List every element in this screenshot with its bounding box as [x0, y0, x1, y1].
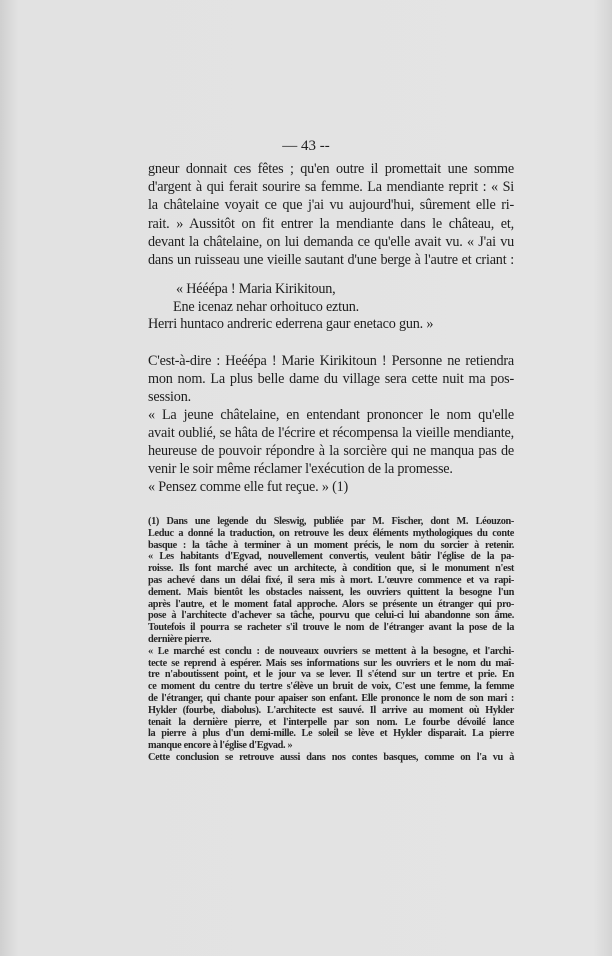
footnote-line: (1) Dans une legende du Sleswig, publiée par M. Fischer, dont M. Léouzon- [148, 516, 514, 527]
footnote-line: pose à l'architecte d'achever sa tâche, pourvu que celui-ci lui abandonne son âme. [148, 610, 514, 622]
footnote-line: Hykler (fourbe, diabolus). L'architecte est sauvé. Il arrive au moment où Hykler [148, 704, 514, 716]
footnote-line: « Les habitants d'Egvad, nouvellement convertis, veulent bâtir l'église de la pa- [148, 551, 514, 563]
text-line: « Pensez comme elle fut reçue. » (1) [148, 479, 349, 495]
footnote-line: « Le marché est conclu : de nouveaux ouvriers se mettent à la besogne, et l'archi- [148, 645, 514, 657]
verse-line: Ene icenaz nehar orhoituco eztun. [173, 298, 360, 315]
text-line: la châtelaine voyait ce que j'ai vu aujourd'hui, sûrement elle ri- [148, 197, 514, 214]
verse-line: « Hééépa ! Maria Kirikitoun, [176, 281, 336, 297]
text-line: devant la châtelaine, on lui demanda ce qu'elle avait vu. « J'ai vu [148, 233, 514, 250]
text-line: mon nom. La plus belle dame du village sera cette nuit ma pos- [148, 371, 514, 387]
page-number: — 43 -- [282, 138, 330, 154]
footnote-line: Leduc a donné la traduction, on retrouve les deux éléments mythologiques du conte [148, 527, 514, 539]
footnote-line: dernière pierre. [148, 634, 212, 645]
text-line: C'est-à-dire : Heéépa ! Marie Kirikitoun ! Personne ne retiendra [148, 353, 514, 369]
footnote-line: tecte se reprend à espérer. Mais ses informations sur les ouvriers et le nom du maî- [148, 657, 514, 669]
footnote-line: roisse. Ils font marché avec un architecte, à condition que, si le monument n'est [148, 563, 514, 575]
footnote-line: Toutefois il pourra se racheter s'il trouve le nom de l'étranger avant la pose de la [148, 622, 514, 634]
text-line: dans un ruisseau une vieille sautant d'une berge à l'autre et criant : [148, 252, 514, 268]
footnote-line: tre n'aboutissent point, et le jour va se lever. Il s'étend sur un tertre et prie. En [148, 669, 514, 681]
footnote-line: dement. Mais bientôt les obstacles naissent, les ouvriers quittent la besogne l'un [148, 586, 514, 598]
text-line: heureuse de pouvoir répondre à la sorcière qui ne manqua pas de [148, 443, 514, 459]
text-line: rait. » Aussitôt on fit entrer la mendiante dans le château, et, [148, 215, 514, 232]
footnote-line: manque encore à l'église d'Egvad. » [148, 740, 293, 752]
verse-line: Herri huntaco andreric ederrena gaur enetaco gun. » [148, 316, 434, 333]
text-line: d'argent à qui ferait sourire sa femme. La mendiante reprit : « Si [148, 179, 514, 196]
text-line: venir le soir même réclamer l'exécution de la promesse. [148, 461, 453, 477]
text-line: gneur donnait ces fêtes ; qu'en outre il promettait une somme [148, 161, 514, 177]
text-line: avait oublié, se hâta de l'écrire et récompensa la vieille mendiante, [148, 425, 514, 441]
text-line: session. [148, 389, 191, 405]
footnote-line: tenait la dernière pierre, et l'interpelle par son nom. Le fourbe dévoilé lance [148, 716, 514, 728]
footnote-line: ce moment du centre du tertre s'élève un bruit de voix, C'est une femme, la femme [148, 681, 514, 693]
footnote-line: de l'étranger, qui chante pour apaiser son enfant. Elle prononce le nom de son mari : [148, 693, 514, 704]
footnote-line: après l'autre, et le moment fatal approche. Alors se présente un étranger qui pro- [148, 598, 514, 610]
footnote-line: Cette conclusion se retrouve aussi dans nos contes basques, comme on l'a vu à [148, 752, 514, 763]
footnote-line: pas achevé dans un délai fixé, il sera mis à mort. L'œuvre commence et va rapi- [148, 575, 514, 586]
footnote-line: basque : la tâche à terminer à un moment précis, le nom du sorcier à retenir. [148, 539, 514, 551]
footnote-line: la pierre à plus d'un demi-mille. Le soleil se lève et Hykler disparait. La pierre [148, 728, 514, 740]
text-line: « La jeune châtelaine, en entendant prononcer le nom qu'elle [148, 407, 514, 423]
